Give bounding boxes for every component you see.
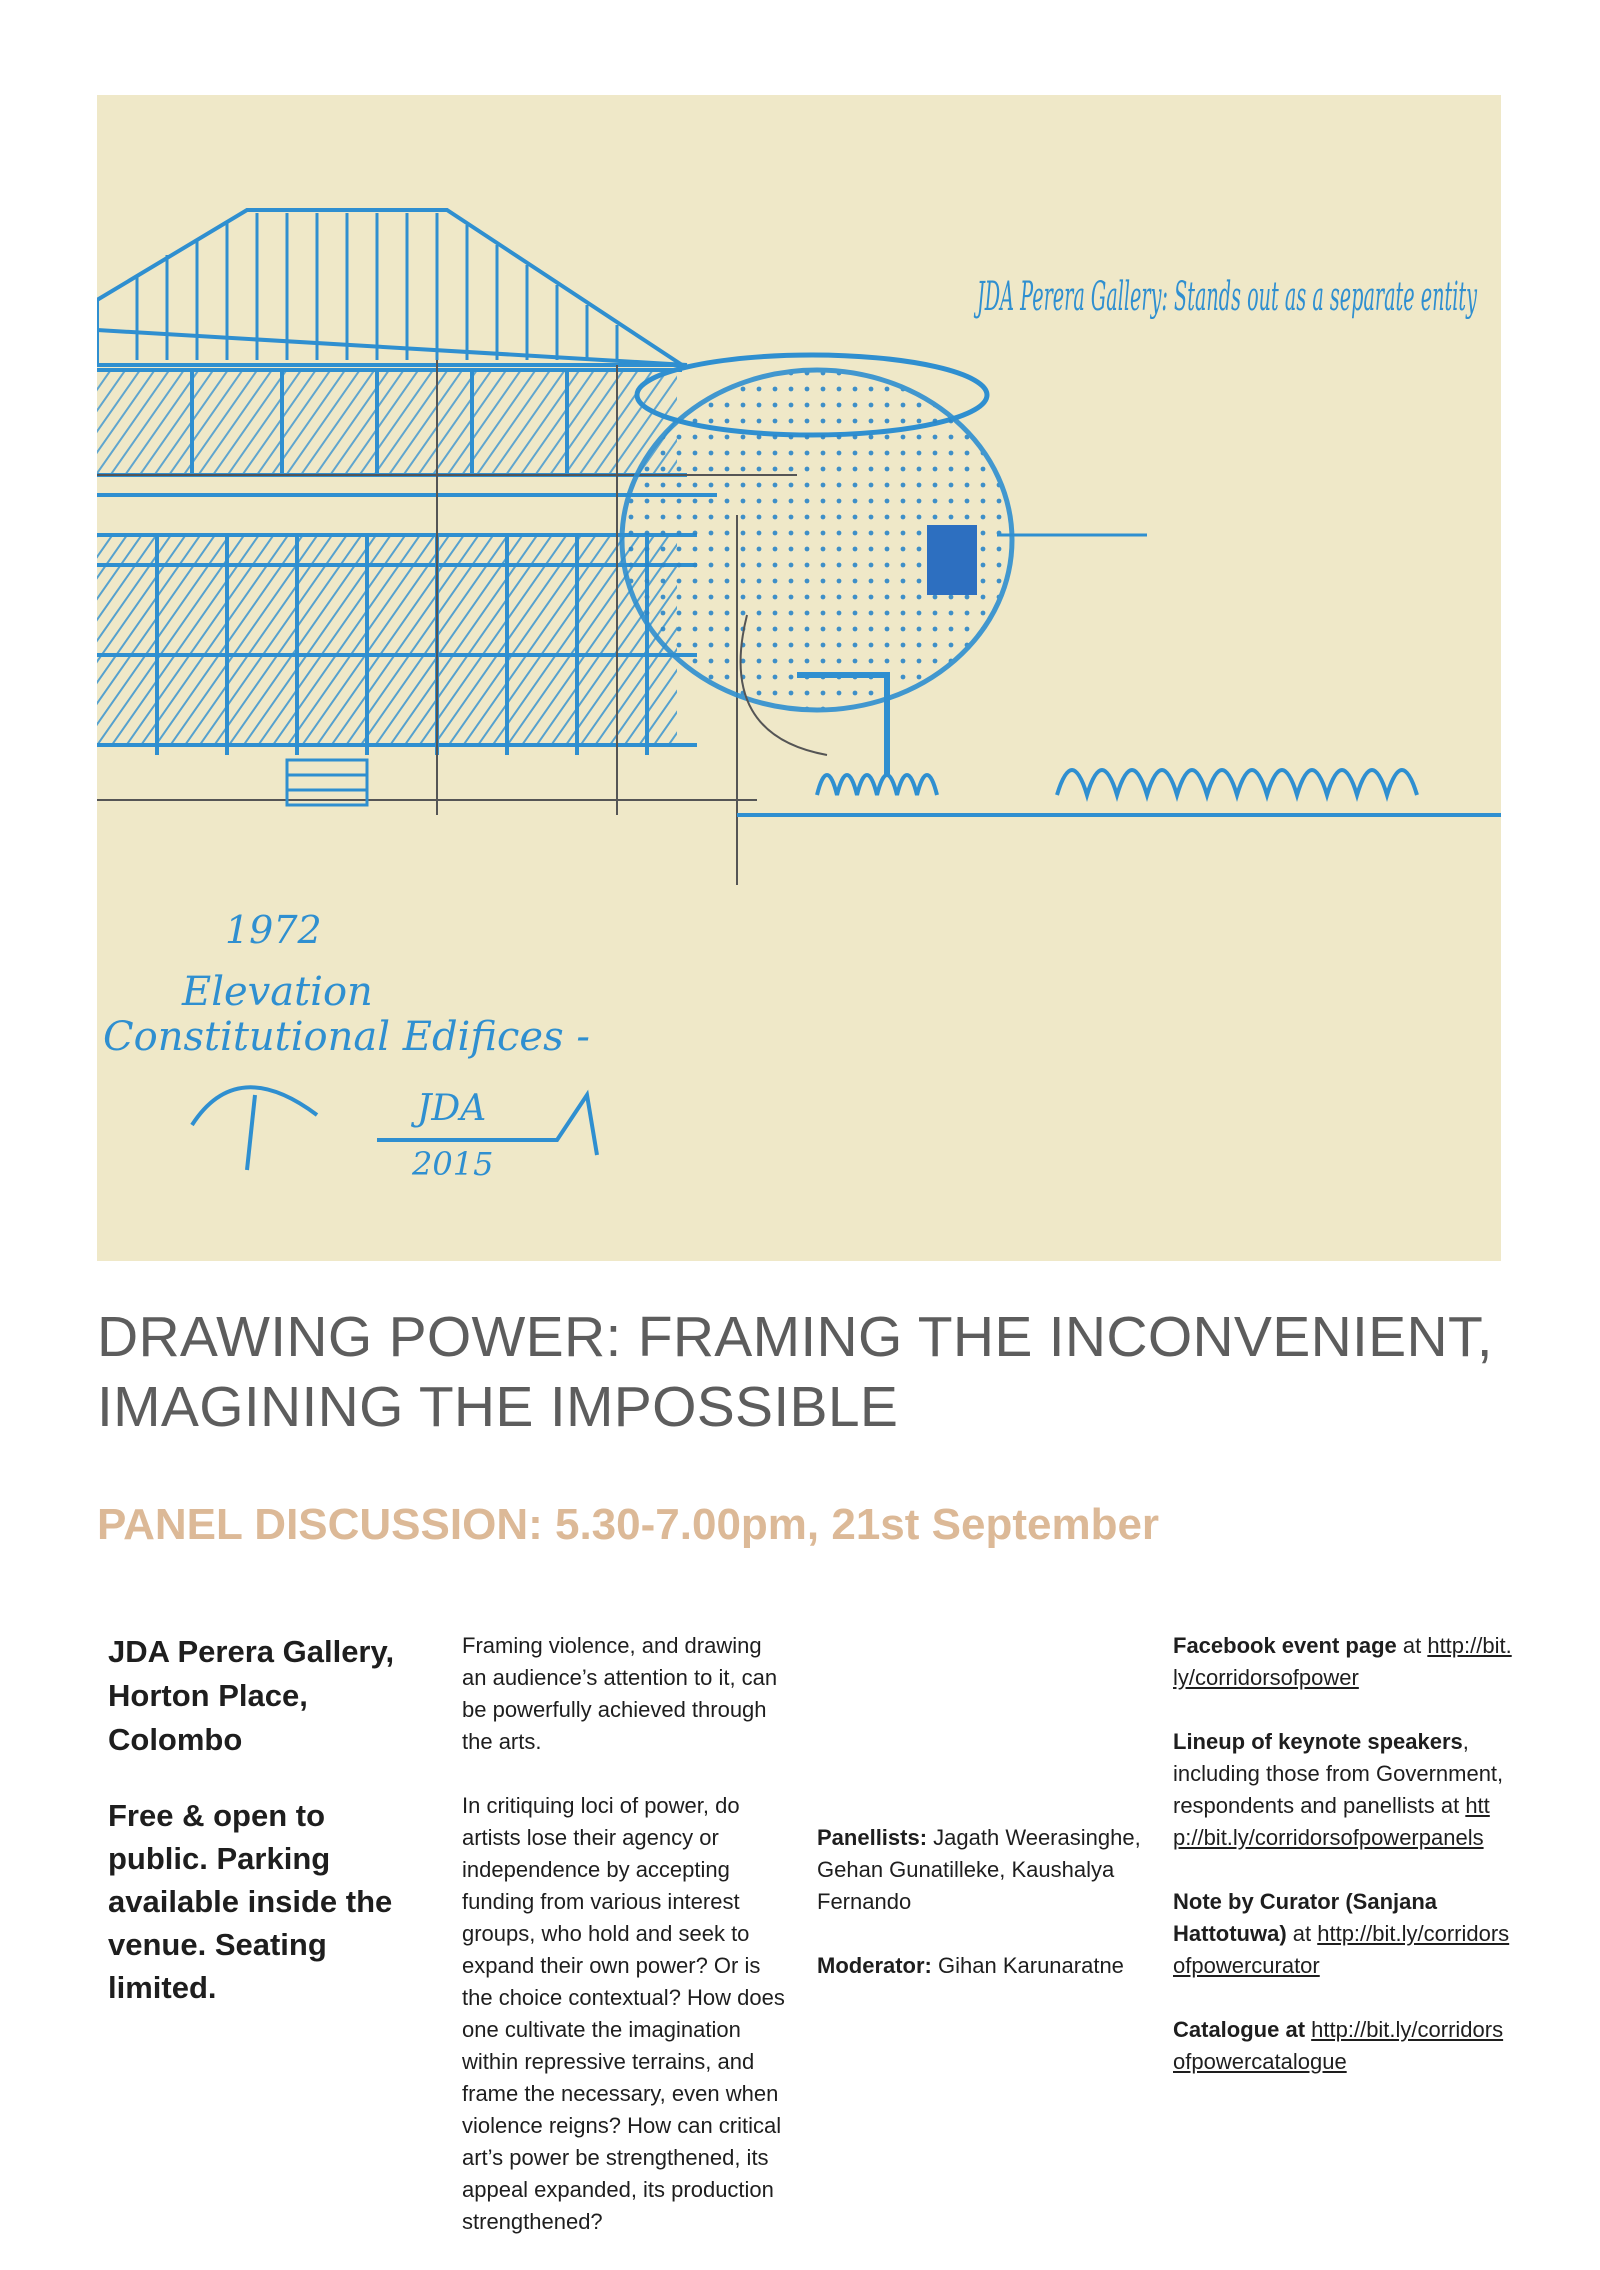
panellists-info: [817, 1822, 1147, 1918]
description-paragraph-1: Framing violence, and drawing an audience’s attention to it, can be powerfully achieved through the arts.: [462, 1633, 778, 1754]
facebook-at-text: at: [1396, 1633, 1428, 1658]
venue-line-3: Colombo: [108, 1722, 243, 1757]
facebook-label: Facebook event page: [1173, 1633, 1397, 1658]
catalogue-label: Catalogue at: [1173, 2017, 1306, 2042]
catalogue-link-block: [1173, 2014, 1513, 2078]
panellists-names: Jagath Weerasinghe, Gehan Gunatilleke, Kaushalya Fernando: [817, 1825, 1141, 1914]
curator-link[interactable]: http://bit.ly/corridorsofpowercurator: [1173, 1921, 1510, 1978]
venue-notice: Free & open to public. Parking available inside the venue. Seating limited.: [108, 1798, 393, 2005]
sketch-annotation-year: 1972: [225, 908, 322, 952]
description-column: [462, 1630, 792, 2270]
lineup-text: , including those from Government, respondents and panellists at: [1173, 1729, 1504, 1818]
event-subtitle: PANEL DISCUSSION: 5.30-7.00pm, 21st September: [97, 1500, 1160, 1549]
catalogue-link[interactable]: http://bit.ly/corridorsofpowercatalogue: [1173, 2017, 1504, 2074]
venue-line-1: JDA Perera Gallery,: [108, 1634, 395, 1669]
lineup-link[interactable]: http://bit.ly/corridorsofpowerpanels: [1173, 1793, 1490, 1850]
lineup-link-block: [1173, 1726, 1513, 1854]
moderator-info: [817, 1950, 1147, 1982]
event-title: DRAWING POWER: FRAMING THE INCONVENIENT, IMAGINING THE IMPOSSIBLE: [97, 1305, 1493, 1439]
venue-address: [108, 1630, 428, 1762]
curator-label: Note by Curator (Sanjana Hattotuwa): [1173, 1889, 1438, 1946]
description-paragraph-2: In critiquing loci of power, do artists lose their agency or independence by accepting funding from various interest groups, who hold and seek to expand their own power? Or is the choice contextual? How does one cultivate the imagination within repressive terrains, and frame the necessary, even when violence reigns? How can critical art’s power be strengthened, its appeal expanded, its production strengthened?: [462, 1793, 785, 2234]
panel-column: [817, 1630, 1147, 2014]
curator-link-block: [1173, 1886, 1513, 1982]
sketch-annotation-top: JDA Perera Gallery: Stands out as a separate entity: [973, 274, 1478, 320]
panellists-label: Panellists:: [817, 1825, 928, 1850]
column-flow-spacer: [817, 1630, 1147, 1822]
sketch-signature-year: 2015: [412, 1145, 494, 1183]
venue-line-2: Horton Place,: [108, 1678, 308, 1713]
sketch-annotation-elevation: Elevation: [182, 969, 373, 1015]
sketch-annotation-edifices: Constitutional Edifices -: [103, 1014, 590, 1060]
links-column: [1173, 1630, 1513, 2110]
facebook-link-block: [1173, 1630, 1513, 1694]
sketch-signature-initials: JDA: [417, 1088, 487, 1129]
moderator-label: Moderator:: [817, 1953, 932, 1978]
sketch-drawing: [97, 95, 1501, 1261]
architectural-sketch-image: [97, 95, 1501, 1261]
facebook-link[interactable]: http://bit.ly/corridorsofpower: [1173, 1633, 1512, 1690]
lineup-label: Lineup of keynote speakers: [1173, 1729, 1463, 1754]
moderator-name: Gihan Karunaratne: [938, 1953, 1124, 1978]
curator-at-text: at: [1286, 1921, 1318, 1946]
venue-column: [108, 1630, 428, 2041]
